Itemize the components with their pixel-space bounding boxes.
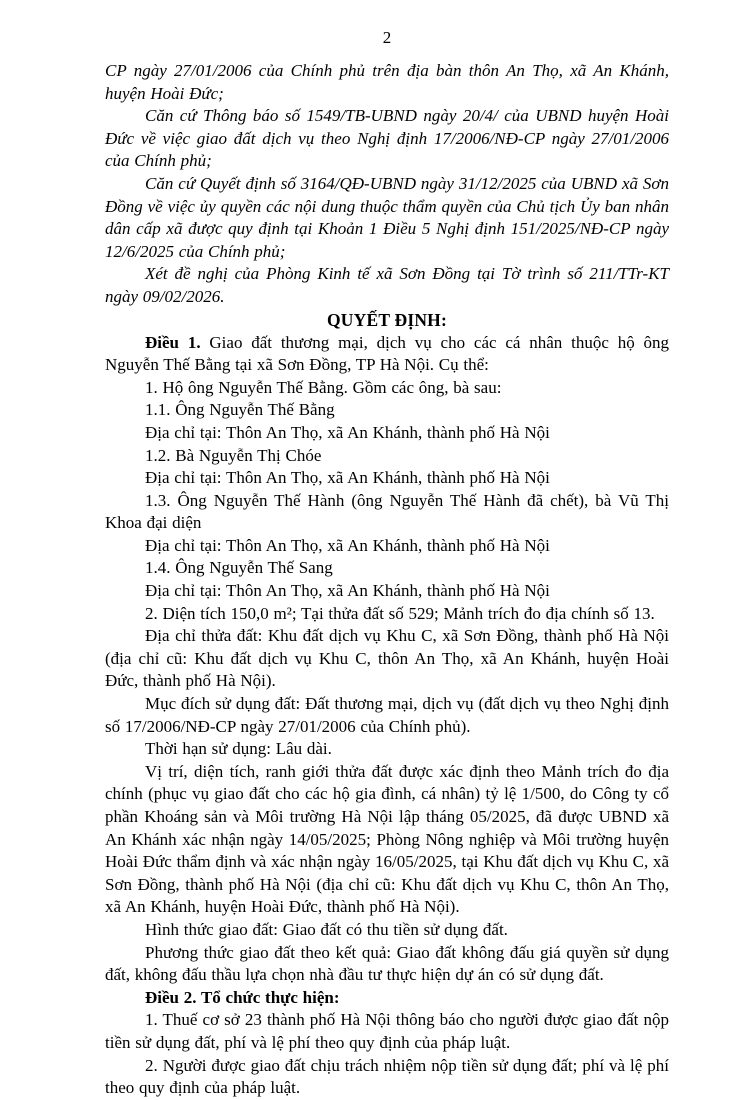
paragraph: Xét đề nghị của Phòng Kinh tế xã Sơn Đồng tại Tờ trình số 211/TTr-KT ngày 09/02/2026. — [105, 264, 669, 306]
paragraph: Địa chỉ tại: Thôn An Thọ, xã An Khánh, thành phố Hà Nội — [145, 535, 550, 555]
paragraph: Địa chỉ tại: Thôn An Thọ, xã An Khánh, thành phố Hà Nội — [145, 422, 550, 442]
paragraph: Phương thức giao đất theo kết quả: Giao đất không đấu giá quyền sử dụng đất, không đấu thầu lựa chọn nhà đầu tư thực hiện dự án có sử dụng đất. — [105, 942, 669, 985]
page-number: 2 — [382, 28, 392, 47]
paragraph: 1.4. Ông Nguyễn Thế Sang — [145, 558, 333, 578]
paragraph — [105, 332, 669, 377]
paragraph: Địa chỉ tại: Thôn An Thọ, xã An Khánh, thành phố Hà Nội — [145, 468, 550, 488]
article-lead: Điều 1. — [145, 332, 201, 352]
paragraph-text: Giao đất thương mại, dịch vụ cho các cá nhân thuộc hộ ông Nguyễn Thế Bằng tại xã Sơn Đồng, TP Hà Nội. Cụ thể: — [105, 332, 670, 375]
paragraph: Thời hạn sử dụng: Lâu dài. — [145, 739, 332, 759]
paragraph: CP ngày 27/01/2006 của Chính phủ trên địa bàn thôn An Thọ, xã An Khánh, huyện Hoài Đức; — [105, 61, 669, 103]
paragraph: 1. Hộ ông Nguyễn Thế Bằng. Gồm các ông, bà sau: — [145, 377, 502, 397]
paragraph: Căn cứ Thông báo số 1549/TB-UBND ngày 20/4/ của UBND huyện Hoài Đức về việc giao đất dịch vụ theo Nghị định 17/2006/NĐ-CP ngày 27/01/2006 của Chính phủ; — [105, 106, 669, 171]
paragraph: 1.2. Bà Nguyễn Thị Chóe — [145, 445, 322, 465]
paragraph: Điều 2. Tổ chức thực hiện: — [145, 987, 340, 1007]
paragraph: 1.1. Ông Nguyễn Thế Bằng — [145, 400, 335, 420]
paragraph: Vị trí, diện tích, ranh giới thửa đất được xác định theo Mảnh trích đo địa chính (phục vụ giao đất cho các hộ gia đình, cá nhân) tỷ lệ 1/500, do Công ty cổ phần Khoáng sản và Môi trường Hà Nội lập tháng 05/2025, đã được UBND xã An Khánh xác nhận ngày 14/05/2025; Phòng Nông nghiệp và Môi trường huyện Hoài Đức thẩm định và xác nhận ngày 16/05/2025, tại Khu đất dịch vụ Khu C, xã Sơn Đồng, thành phố Hà Nội (địa chỉ cũ: Khu đất dịch vụ Khu C, thôn An Thọ, xã An Khánh, huyện Hoài Đức, thành phố Hà Nội). — [105, 761, 669, 917]
paragraph: Căn cứ Quyết định số 3164/QĐ-UBND ngày 31/12/2025 của UBND xã Sơn Đồng về việc ủy quyền các nội dung thuộc thẩm quyền của Chủ tịch Ủy ban nhân dân cấp xã được quy định tại Khoản 1 Điều 5 Nghị định 151/2025/NĐ-CP ngày 12/6/2025 của Chính phủ; — [105, 173, 669, 261]
paragraph: Mục đích sử dụng đất: Đất thương mại, dịch vụ (đất dịch vụ theo Nghị định số 17/2006/NĐ-CP ngày 27/01/2006 của Chính phủ). — [105, 694, 669, 736]
paragraph: Hình thức giao đất: Giao đất có thu tiền sử dụng đất. — [145, 919, 508, 939]
paragraph: 2. Diện tích 150,0 m²; Tại thửa đất số 529; Mảnh trích đo địa chính số 13. — [145, 603, 655, 623]
preamble-section — [105, 60, 669, 309]
paragraph: Địa chỉ thửa đất: Khu đất dịch vụ Khu C, xã Sơn Đồng, thành phố Hà Nội (địa chỉ cũ: Khu đất dịch vụ Khu C, thôn An Thọ, xã An Khánh, huyện Hoài Đức, thành phố Hà Nội). — [105, 626, 669, 691]
decision-heading: QUYẾT ĐỊNH: — [326, 309, 448, 330]
paragraph: 1. Thuế cơ sở 23 thành phố Hà Nội thông báo cho người được giao đất nộp tiền sử dụng đất, phí và lệ phí theo quy định của pháp luật. — [105, 1010, 669, 1052]
paragraph: Địa chỉ tại: Thôn An Thọ, xã An Khánh, thành phố Hà Nội — [145, 581, 550, 601]
paragraph: 1.3. Ông Nguyễn Thế Hành (ông Nguyễn Thế Hành đã chết), bà Vũ Thị Khoa đại diện — [105, 490, 669, 533]
body-section — [105, 332, 669, 1100]
paragraph: 2. Người được giao đất chịu trách nhiệm nộp tiền sử dụng đất; phí và lệ phí theo quy định của pháp luật. — [105, 1055, 669, 1098]
